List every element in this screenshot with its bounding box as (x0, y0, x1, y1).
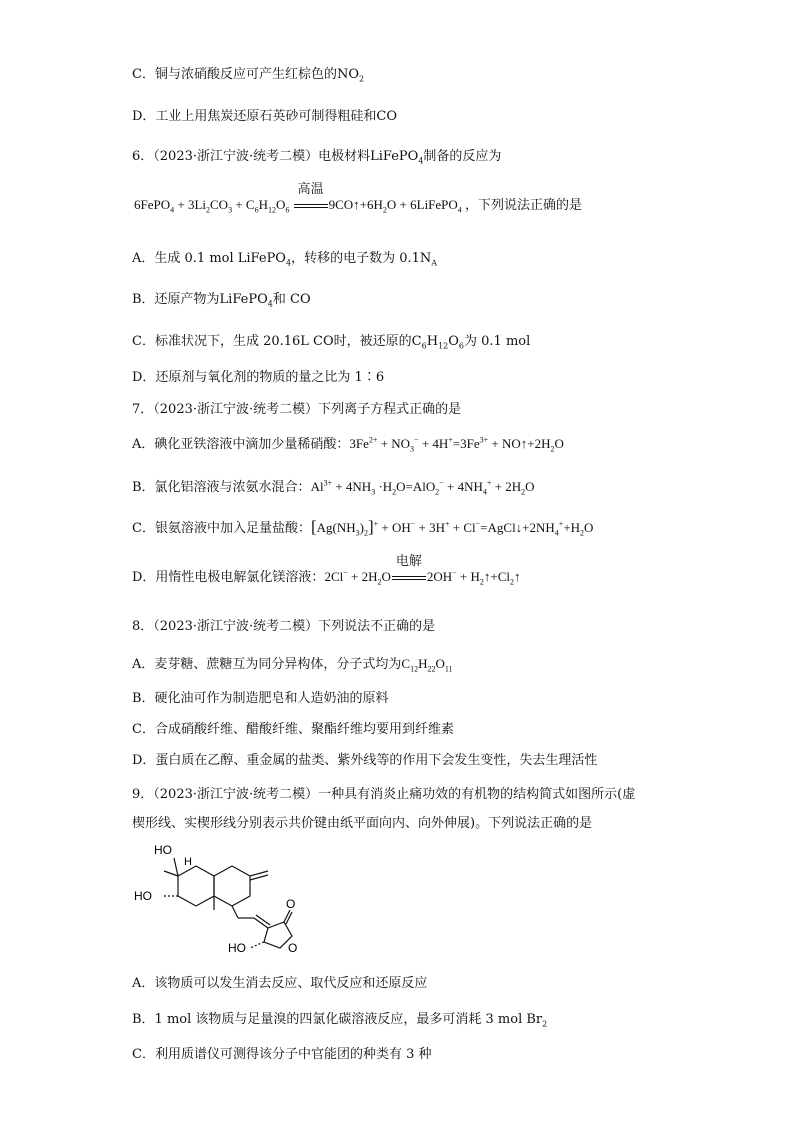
option-6d-prev: D．工业上用焦炭还原石英砂可制得粗硅和CO (132, 109, 398, 124)
option-6c: C．标准状况下，生成 20.16L CO时，被还原的$C_6H_{12}O_6$为 0.1 mol (132, 334, 531, 351)
reaction-condition: 电解 (392, 568, 426, 586)
question-6: 6．（2023·浙江宁波·统考二模）电极材料LiFePO$_4$制备的反应为 (132, 149, 502, 166)
option-9a: A．该物质可以发生消去反应、取代反应和还原反应 (132, 976, 428, 991)
option-9c: C．利用质谱仪可测得该分子中官能团的种类有 3 种 (132, 1047, 432, 1062)
question-7: 7．（2023·浙江宁波·统考二模）下列离子方程式正确的是 (132, 402, 462, 417)
molecular-structure (128, 838, 308, 966)
option-6c-prev: C．铜与浓硝酸反应可产生红棕色的$NO_2$ (132, 67, 365, 84)
option-8b: B．硬化油可作为制造肥皂和人造奶油的原料 (132, 691, 389, 706)
option-7c: C．银氨溶液中加入足量盐酸：$[Ag(NH_3)_2]^+ + OH^- + 3H^+$ + $Cl^-=AgCl↓+2NH_4^++H_2O$ (132, 517, 594, 538)
option-8a: A．麦芽糖、蔗糖互为同分异构体，分子式均为$C_{12}H_{22}O_{11}$ (132, 656, 453, 674)
label-o-ketone: O (286, 897, 296, 911)
label-o-ring: O (288, 941, 298, 955)
option-6d: D．还原剂与氧化剂的物质的量之比为 1∶6 (132, 370, 385, 385)
option-8c: C．合成硝酸纤维、醋酸纤维、聚酯纤维均要用到纤维素 (132, 722, 454, 737)
option-7d: D．用惰性电极电解氯化镁溶液：$2Cl^- + 2H_2O$ 电解 $2OH^- + H_2↑+Cl_2↑$ (132, 554, 521, 587)
question-8: 8．（2023·浙江宁波·统考二模）下列说法不正确的是 (132, 619, 436, 634)
option-6b: B．还原产物为LiFePO$_4$和 CO (132, 292, 311, 309)
reaction-condition: 高温 (294, 196, 328, 214)
label-ho-left: HO (134, 889, 152, 903)
question-9-line2: 楔形线、实楔形线分别表示共价键由纸平面向内、向外伸展)。下列说法正确的是 (132, 816, 593, 831)
option-9b: B．1 mol 该物质与足量溴的四氯化碳溶液反应，最多可消耗 3 mol $Br_2$ (132, 1012, 548, 1029)
label-ho-bottom: HO (228, 941, 246, 955)
question-6-equation: 6FePO$_4$ + $3Li_2CO_3 + C_6H_{12}O_6$ 高温 $9CO↑+6H_2O$ + 6LiFePO$_4$ ，下列说法正确的是 (134, 182, 583, 215)
label-h: H (184, 856, 192, 868)
label-ho-top: HO (154, 843, 172, 857)
option-7b: B．氯化铝溶液与浓氨水混合：$Al^{3+} + 4NH_3 \cdot H_2O=AlO_2^- + 4NH_4^+ + 2H_2O$ (132, 478, 535, 497)
option-7a: A．碘化亚铁溶液中滴加少量稀硝酸：$3Fe^{2+} + NO_3^- + 4H^+=3Fe^{3+}$ + $NO↑+2H_2O$ (132, 435, 564, 454)
option-8d: D．蛋白质在乙醇、重金属的盐类、紫外线等的作用下会发生变性，失去生理活性 (132, 753, 598, 768)
question-9: 9．（2023·浙江宁波·统考二模）一种具有消炎止痛功效的有机物的结构简式如图所示(虚 (132, 787, 636, 802)
option-6a: A．生成 0.1 mol LiFePO$_4$，转移的电子数为 $0.1N_A$ (132, 251, 438, 268)
